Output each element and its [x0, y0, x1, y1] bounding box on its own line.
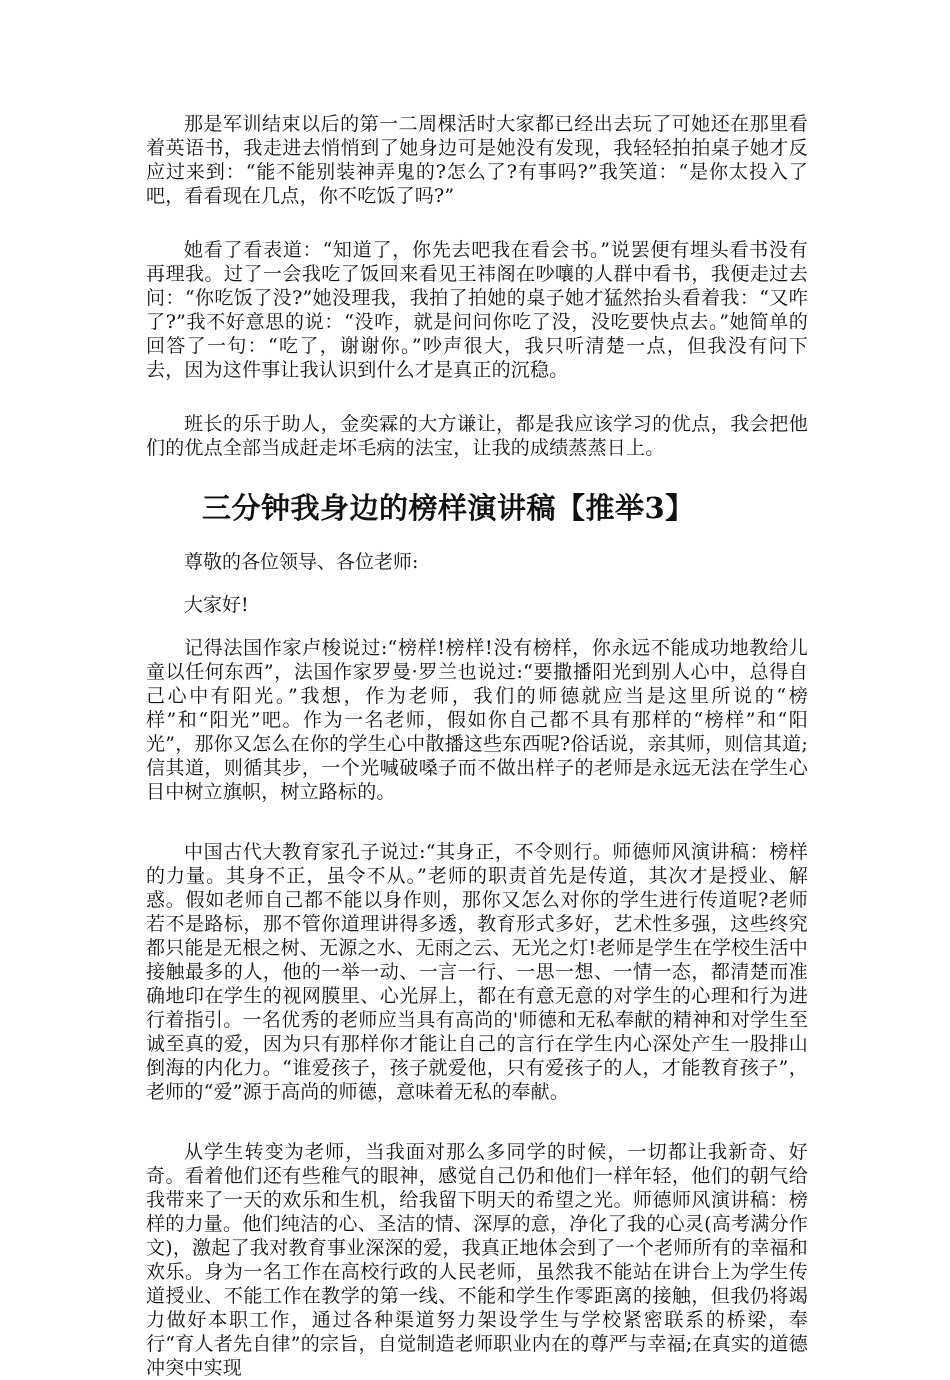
greeting: 大家好!	[184, 594, 249, 616]
paragraph-rousseau-quote: 记得法国作家卢梭说过:“榜样!榜样!没有榜样，你永远不能成功地教给儿童以任何东西”，法国作家罗曼·罗兰也说过:“要撒播阳光到别人心中，总得自己心中有阳光。”我想，作为老师，我们的师德就应当是这里所说的“榜样”和“阳光”吧。作为一名老师，假如你自己都不具有那样的“榜样”和“阳光”，那你又怎么在你的学生心中散播这些东西呢?俗话说，亲其师，则信其道;信其道，则循其步，一个光喊破嗓子而不做出样子的老师是永远无法在学生心目中树立旗帜，树立路标的。	[146, 637, 808, 803]
paragraph-checking-time: 她看了看表道：“知道了，你先去吧我在看会书。”说罢便有埋头看书没有再理我。过了一会我吃了饭回来看见王祎阁在吵嚷的人群中看书，我便走过去问：“你吃饭了没?”她没理我，我拍了拍她的桌子她才猛然抬头看着我：“又咋了?”我不好意思的说：“没咋，就是问问你吃了没，没吃要快点去。”她简单的回答了一句：“吃了，谢谢你。”吵声很大，我只听清楚一点，但我没有问下去，因为这件事让我认识到什么才是真正的沉稳。	[146, 239, 808, 381]
paragraph-learning-merits: 班长的乐于助人，金奕霖的大方谦让，都是我应该学习的优点，我会把他们的优点全部当成赶走坏毛病的法宝，让我的成绩蒸蒸日上。	[146, 413, 808, 459]
salutation: 尊敬的各位领导、各位老师:	[184, 551, 419, 573]
paragraph-becoming-teacher: 从学生转变为老师，当我面对那么多同学的时候，一切都让我新奇、好奇。看着他们还有些稚气的眼神，感觉自己仍和他们一样年轻，他们的朝气给我带来了一天的欢乐和生机，给我留下明天的希望之光。师德师风演讲稿：榜样的力量。他们纯洁的心、圣洁的情、深厚的意，净化了我的心灵(高考满分作文)，激起了我对教育事业深深的爱，我真正地体会到了一个老师所有的幸福和欢乐。身为一名工作在高校行政的人民老师，虽然我不能站在讲台上为学生传道授业、不能工作在教学的第一线、不能和学生作零距离的接触，但我仍将竭力做好本职工作，通过各种渠道努力架设学生与学校紧密联系的桥梁，奉行“育人者先自律”的宗旨，自觉制造老师职业内在的尊严与幸福;在真实的道德冲突中实现	[146, 1141, 808, 1379]
paragraph-training-story: 那是军训结束以后的第一二周棵活时大家都已经出去玩了可她还在那里看着英语书，我走进去悄悄到了她身边可是她没有发现，我轻轻拍拍桌子她才反应过来到：“能不能别装神弄鬼的?怎么了?有事吗?”我笑道：“是你太投入了吧，看看现在几点，你不吃饭了吗?”	[146, 113, 808, 207]
paragraph-confucius-quote: 中国古代大教育家孔子说过:“其身正，不令则行。师德师风演讲稿：榜样的力量。其身不正，虽令不从。”老师的职责首先是传道，其次才是授业、解惑。假如老师自己都不能以身作则，那你又怎么对你的学生进行传道呢?老师若不是路标，那不管你道理讲得多透，教育形式多好，艺术性多强，这些终究都只能是无根之树、无源之水、无雨之云、无光之灯!老师是学生在学校生活中接触最多的人，他的一举一动、一言一行、一思一想、一情一态，都清楚而准确地印在学生的视网膜里、心光屏上，都在有意无意的对学生的心理和行为进行着指引。一名优秀的老师应当具有高尚的'师德和无私奉献的精神和对学生至诚至真的爱，因为只有那样你才能让自己的言行在学生内心深处产生一股排山倒海的内化力。“谁爱孩子，孩子就爱他，只有爱孩子的人，才能教育孩子”，老师的“爱”源于高尚的师德，意味着无私的奉献。	[146, 841, 808, 1103]
section-heading: 三分钟我身边的榜样演讲稿【推举3】	[202, 491, 695, 525]
document-page	[146, 112, 808, 1380]
